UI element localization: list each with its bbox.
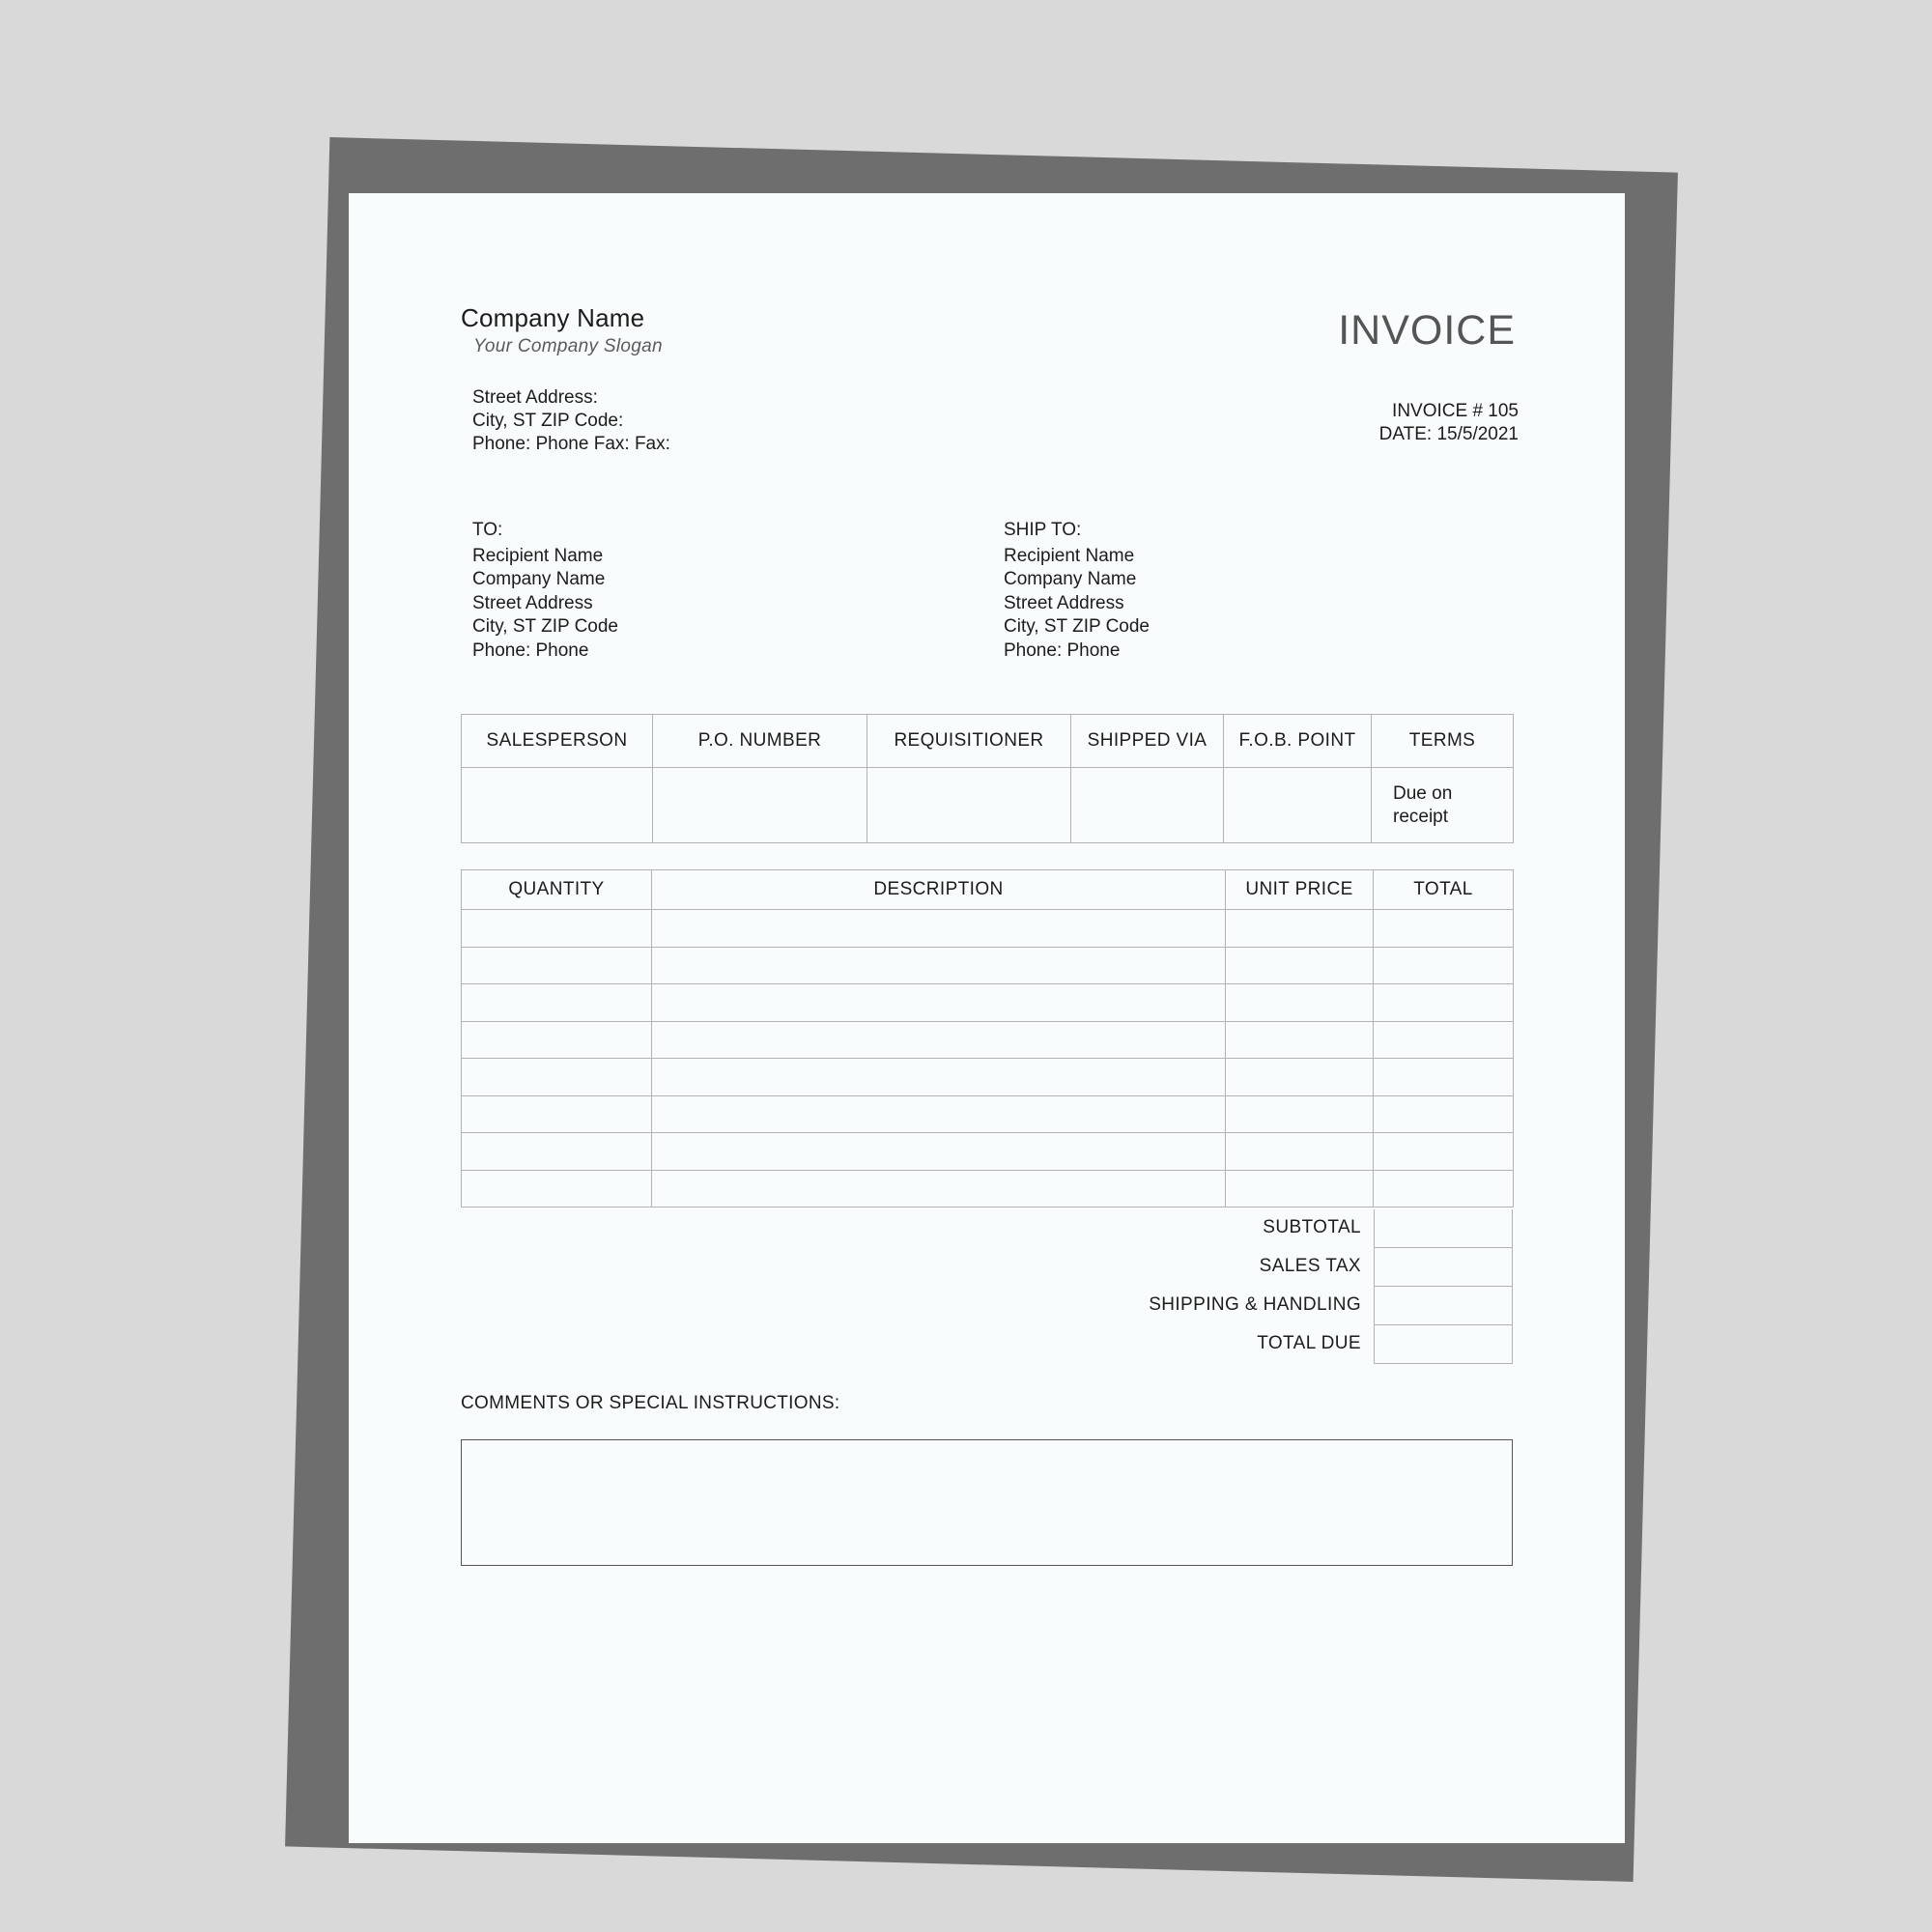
line-item-row	[462, 1170, 1514, 1208]
shipping-label: SHIPPING & HANDLING	[1149, 1294, 1361, 1315]
line-item-row	[462, 1095, 1514, 1133]
bill-to-city: City, ST ZIP Code	[472, 616, 618, 637]
line-item-row	[462, 910, 1514, 948]
col-fob-point: F.O.B. POINT	[1224, 715, 1372, 768]
quantity-cell[interactable]	[462, 1133, 652, 1171]
bill-to-phone: Phone: Phone	[472, 639, 589, 661]
subtotal-field[interactable]	[1374, 1209, 1513, 1248]
ship-to-heading: SHIP TO:	[1004, 520, 1082, 540]
quantity-cell[interactable]	[462, 1095, 652, 1133]
company-slogan: Your Company Slogan	[473, 336, 663, 356]
unit-price-cell[interactable]	[1226, 1170, 1374, 1208]
order-info-value-row	[462, 768, 1514, 843]
description-cell[interactable]	[652, 1059, 1226, 1096]
total-cell[interactable]	[1374, 1021, 1514, 1059]
sales-tax-label: SALES TAX	[1259, 1256, 1361, 1276]
order-info-header-row	[462, 715, 1514, 768]
quantity-cell[interactable]	[462, 1170, 652, 1208]
ship-to-block	[1004, 519, 1150, 663]
comments-label: COMMENTS OR SPECIAL INSTRUCTIONS:	[461, 1393, 840, 1413]
terms-value: Due on receipt	[1393, 782, 1453, 827]
shipping-row	[461, 1287, 1513, 1325]
line-items-header-row	[462, 870, 1514, 910]
invoice-page	[349, 193, 1625, 1843]
po-number-cell[interactable]	[653, 768, 867, 843]
ship-to-recipient: Recipient Name	[1004, 545, 1135, 566]
address-street: Street Address:	[472, 387, 598, 408]
ship-to-city: City, ST ZIP Code	[1004, 616, 1150, 637]
company-address	[472, 386, 670, 456]
bill-to-company: Company Name	[472, 569, 606, 589]
invoice-meta	[1379, 400, 1519, 446]
description-cell[interactable]	[652, 1133, 1226, 1171]
description-cell[interactable]	[652, 1095, 1226, 1133]
total-due-field[interactable]	[1374, 1325, 1513, 1364]
bill-to-heading: TO:	[472, 520, 503, 540]
requisitioner-cell[interactable]	[867, 768, 1071, 843]
unit-price-cell[interactable]	[1226, 1059, 1374, 1096]
quantity-cell[interactable]	[462, 984, 652, 1022]
invoice-date: DATE: 15/5/2021	[1378, 424, 1519, 444]
line-item-row	[462, 947, 1514, 984]
description-cell[interactable]	[652, 1170, 1226, 1208]
bill-to-block	[472, 519, 618, 663]
invoice-title: INVOICE	[1338, 307, 1516, 354]
description-cell[interactable]	[652, 947, 1226, 984]
order-info-table	[461, 714, 1514, 843]
bill-to-recipient: Recipient Name	[472, 545, 604, 566]
description-cell[interactable]	[652, 1021, 1226, 1059]
line-item-row	[462, 1059, 1514, 1096]
col-unit-price: UNIT PRICE	[1226, 870, 1374, 910]
subtotal-label: SUBTOTAL	[1263, 1217, 1361, 1237]
quantity-cell[interactable]	[462, 947, 652, 984]
total-cell[interactable]	[1374, 984, 1514, 1022]
unit-price-cell[interactable]	[1226, 1095, 1374, 1133]
total-due-row	[461, 1325, 1513, 1364]
bill-to-street: Street Address	[472, 592, 593, 613]
unit-price-cell[interactable]	[1226, 1021, 1374, 1059]
subtotal-row	[461, 1209, 1513, 1248]
shipping-field[interactable]	[1374, 1287, 1513, 1325]
shipped-via-cell[interactable]	[1071, 768, 1224, 843]
sales-tax-field[interactable]	[1374, 1248, 1513, 1287]
col-total: TOTAL	[1374, 870, 1514, 910]
comments-field[interactable]	[461, 1439, 1513, 1566]
col-description: DESCRIPTION	[652, 870, 1226, 910]
line-items-table	[461, 869, 1514, 1208]
col-requisitioner: REQUISITIONER	[867, 715, 1071, 768]
ship-to-street: Street Address	[1004, 592, 1124, 613]
quantity-cell[interactable]	[462, 1059, 652, 1096]
fob-point-cell[interactable]	[1224, 768, 1372, 843]
total-cell[interactable]	[1374, 1170, 1514, 1208]
quantity-cell[interactable]	[462, 910, 652, 948]
company-name: Company Name	[461, 303, 645, 332]
total-cell[interactable]	[1374, 947, 1514, 984]
line-item-row	[462, 1021, 1514, 1059]
col-po-number: P.O. NUMBER	[653, 715, 867, 768]
line-item-row	[462, 984, 1514, 1022]
description-cell[interactable]	[652, 910, 1226, 948]
terms-cell[interactable]	[1372, 768, 1514, 843]
col-terms: TERMS	[1372, 715, 1514, 768]
total-cell[interactable]	[1374, 910, 1514, 948]
invoice-number: INVOICE # 105	[1392, 401, 1519, 421]
quantity-cell[interactable]	[462, 1021, 652, 1059]
address-phone-fax: Phone: Phone Fax: Fax:	[472, 434, 670, 454]
col-quantity: QUANTITY	[462, 870, 652, 910]
total-due-label: TOTAL DUE	[1257, 1333, 1361, 1353]
unit-price-cell[interactable]	[1226, 984, 1374, 1022]
sales-tax-row	[461, 1248, 1513, 1287]
ship-to-phone: Phone: Phone	[1004, 639, 1121, 661]
total-cell[interactable]	[1374, 1095, 1514, 1133]
salesperson-cell[interactable]	[462, 768, 653, 843]
unit-price-cell[interactable]	[1226, 1133, 1374, 1171]
total-cell[interactable]	[1374, 1133, 1514, 1171]
col-salesperson: SALESPERSON	[462, 715, 653, 768]
ship-to-company: Company Name	[1004, 569, 1137, 589]
unit-price-cell[interactable]	[1226, 910, 1374, 948]
total-cell[interactable]	[1374, 1059, 1514, 1096]
description-cell[interactable]	[652, 984, 1226, 1022]
col-shipped-via: SHIPPED VIA	[1071, 715, 1224, 768]
address-city: City, ST ZIP Code:	[472, 411, 624, 431]
unit-price-cell[interactable]	[1226, 947, 1374, 984]
line-item-row	[462, 1133, 1514, 1171]
